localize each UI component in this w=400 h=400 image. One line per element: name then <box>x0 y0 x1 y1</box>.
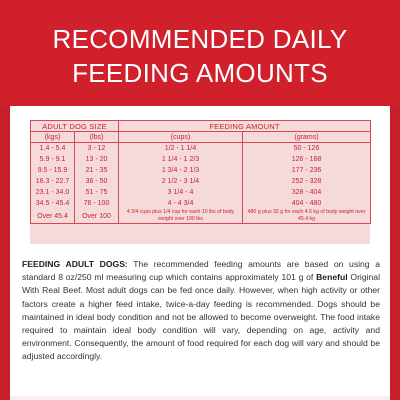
title-line-2: FEEDING AMOUNTS <box>72 58 328 88</box>
feeding-instructions <box>22 258 380 364</box>
title-line-1: RECOMMENDED DAILY <box>52 24 348 54</box>
feeding-table-container <box>30 120 370 224</box>
cell-cups: 1 3/4 - 2 1/3 <box>119 165 243 176</box>
table-row <box>31 176 371 187</box>
cell-grams: 50 - 126 <box>243 143 371 155</box>
page-title <box>14 22 386 90</box>
cell-lbs: 3 - 12 <box>75 143 119 155</box>
cell-kgs: 5.9 - 9.1 <box>31 154 75 165</box>
unit-header-grams: (grams) <box>243 132 371 143</box>
feeding-table <box>30 120 371 224</box>
unit-header-lbs: (lbs) <box>75 132 119 143</box>
table-row <box>31 154 371 165</box>
cell-cups: 1 1/4 - 1 2/3 <box>119 154 243 165</box>
table-group-header-row <box>31 121 371 132</box>
table-row <box>31 198 371 209</box>
cell-kgs: 16.3 - 22.7 <box>31 176 75 187</box>
cell-grams: 126 - 168 <box>243 154 371 165</box>
cell-kgs: 9.5 - 15.9 <box>31 165 75 176</box>
cell-lbs: 13 - 20 <box>75 154 119 165</box>
adult-dog-size-header: ADULT DOG SIZE <box>31 121 119 132</box>
cell-grams: 328 - 404 <box>243 187 371 198</box>
brand-name: Beneful <box>316 272 348 283</box>
cell-grams: 177 - 236 <box>243 165 371 176</box>
cell-lbs: 21 - 35 <box>75 165 119 176</box>
unit-header-cups: (cups) <box>119 132 243 143</box>
cell-grams: 252 - 328 <box>243 176 371 187</box>
cell-kgs: Over 45.4 <box>31 209 75 224</box>
cell-cups: 1/2 - 1 1/4 <box>119 143 243 155</box>
table-row <box>31 165 371 176</box>
table-unit-header-row <box>31 132 371 143</box>
cell-kgs: 1.4 - 5.4 <box>31 143 75 155</box>
cell-cups: 4 3/4 cups plus 1/4 cup for each 10 lbs of body weight over 100 lbs <box>119 209 243 224</box>
cell-kgs: 34.5 - 45.4 <box>31 198 75 209</box>
table-row <box>31 187 371 198</box>
cell-cups: 3 1/4 - 4 <box>119 187 243 198</box>
cell-grams: 404 - 480 <box>243 198 371 209</box>
table-row <box>31 143 371 155</box>
instructions-text-part-1: The recommended feeding amounts are based on using a standard 8 oz/250 ml measuring cup which contains approximately 101 g of <box>22 259 380 283</box>
cell-lbs: 51 - 75 <box>75 187 119 198</box>
cell-lbs: 36 - 50 <box>75 176 119 187</box>
cell-kgs: 23.1 - 34.0 <box>31 187 75 198</box>
table-row <box>31 209 371 224</box>
cell-grams: 480 g plus 32 g for each 4.5 kg of body weight over 45.4 kg <box>243 209 371 224</box>
title-banner <box>0 0 400 106</box>
instructions-text-part-2: Original With Real Beef. Most adult dogs can be fed once daily. However, when high activity or other factors create a higher feed intake, twice-a-day feeding is recommended. Dogs should be maintained in ideal body condition and not be allowed to become overweight. The food intake required to maintain ideal body condition will vary, depending on age, activity and environment. Consequently, the amount of food required for each dog will vary and should be adjusted accordingly. <box>22 272 380 362</box>
cell-cups: 4 - 4 3/4 <box>119 198 243 209</box>
cell-cups: 2 1/2 - 3 1/4 <box>119 176 243 187</box>
cell-lbs: Over 100 <box>75 209 119 224</box>
instructions-heading: FEEDING ADULT DOGS: <box>22 259 128 269</box>
cell-lbs: 76 - 100 <box>75 198 119 209</box>
unit-header-kgs: (kgs) <box>31 132 75 143</box>
feeding-amount-header: FEEDING AMOUNT <box>119 121 371 132</box>
